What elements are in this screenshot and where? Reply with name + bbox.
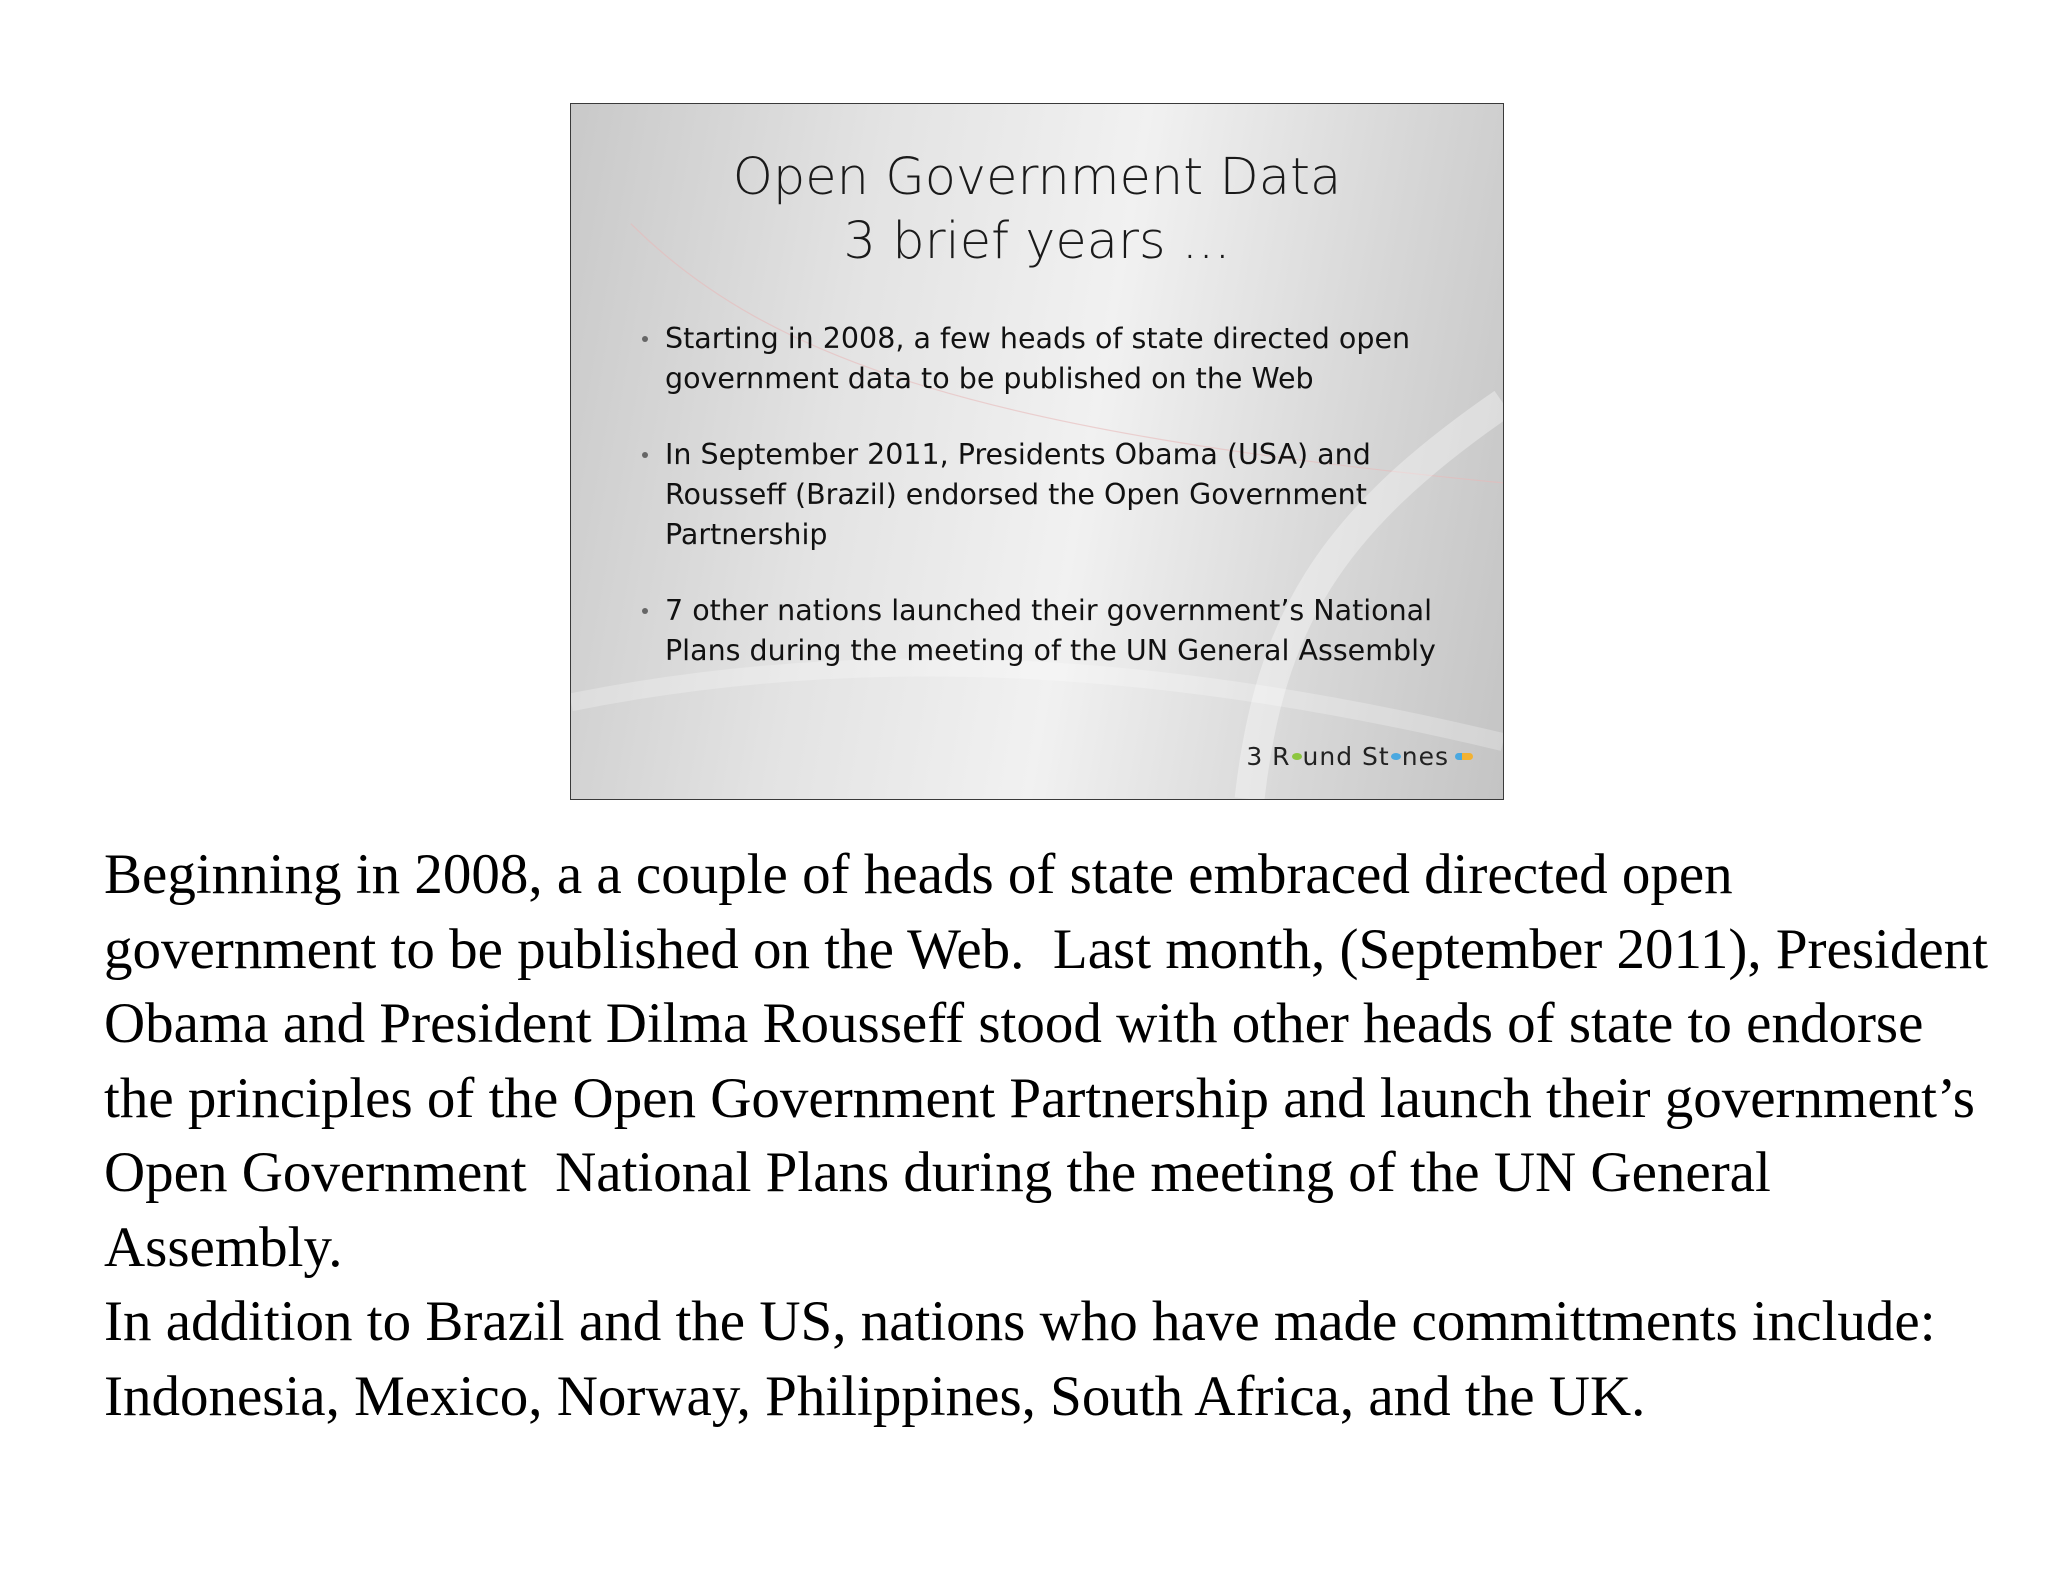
brand-logo-blue-stone-icon [1391,753,1401,760]
brand-logo-text-2: und St [1302,742,1390,771]
slide-title-line2: 3 brief years ... [843,212,1231,271]
brand-logo-text-1: 3 R [1246,742,1291,771]
slide-bullet: 7 other nations launched their government’s National Plans during the meeting of the UN General Assembly [639,591,1439,671]
slide-bullet: Starting in 2008, a few heads of state directed open government data to be published on the Web [639,319,1439,399]
brand-logo [1246,742,1473,771]
slide-bullet: In September 2011, Presidents Obama (USA) and Rousseff (Brazil) endorsed the Open Government Partnership [639,435,1439,555]
brand-logo-text-3: nes [1401,742,1449,771]
slide-thumbnail [570,103,1504,800]
brand-logo-green-stone-icon [1292,753,1302,760]
slide-bullet-list [639,319,1439,707]
notes-paragraph: In addition to Brazil and the US, nations who have made committments include: Indonesia, Mexico, Norway, Philippines, South Africa, and the UK. [104,1290,1950,1428]
notes-paragraph: Beginning in 2008, a a couple of heads of state embraced directed open government to be published on the Web. Last month, (September 2011), President Obama and President Dilma Rousseff stood with other heads of state to endorse the principles of the Open Government Partnership and launch their government’s Open Government National Plans during the meeting of the UN General Assembly. [104,843,2003,1279]
slide-title [571,146,1503,274]
brand-logo-swoosh-icon [1455,753,1473,760]
slide-title-line1: Open Government Data [732,148,1342,207]
speaker-notes [104,838,2004,1434]
